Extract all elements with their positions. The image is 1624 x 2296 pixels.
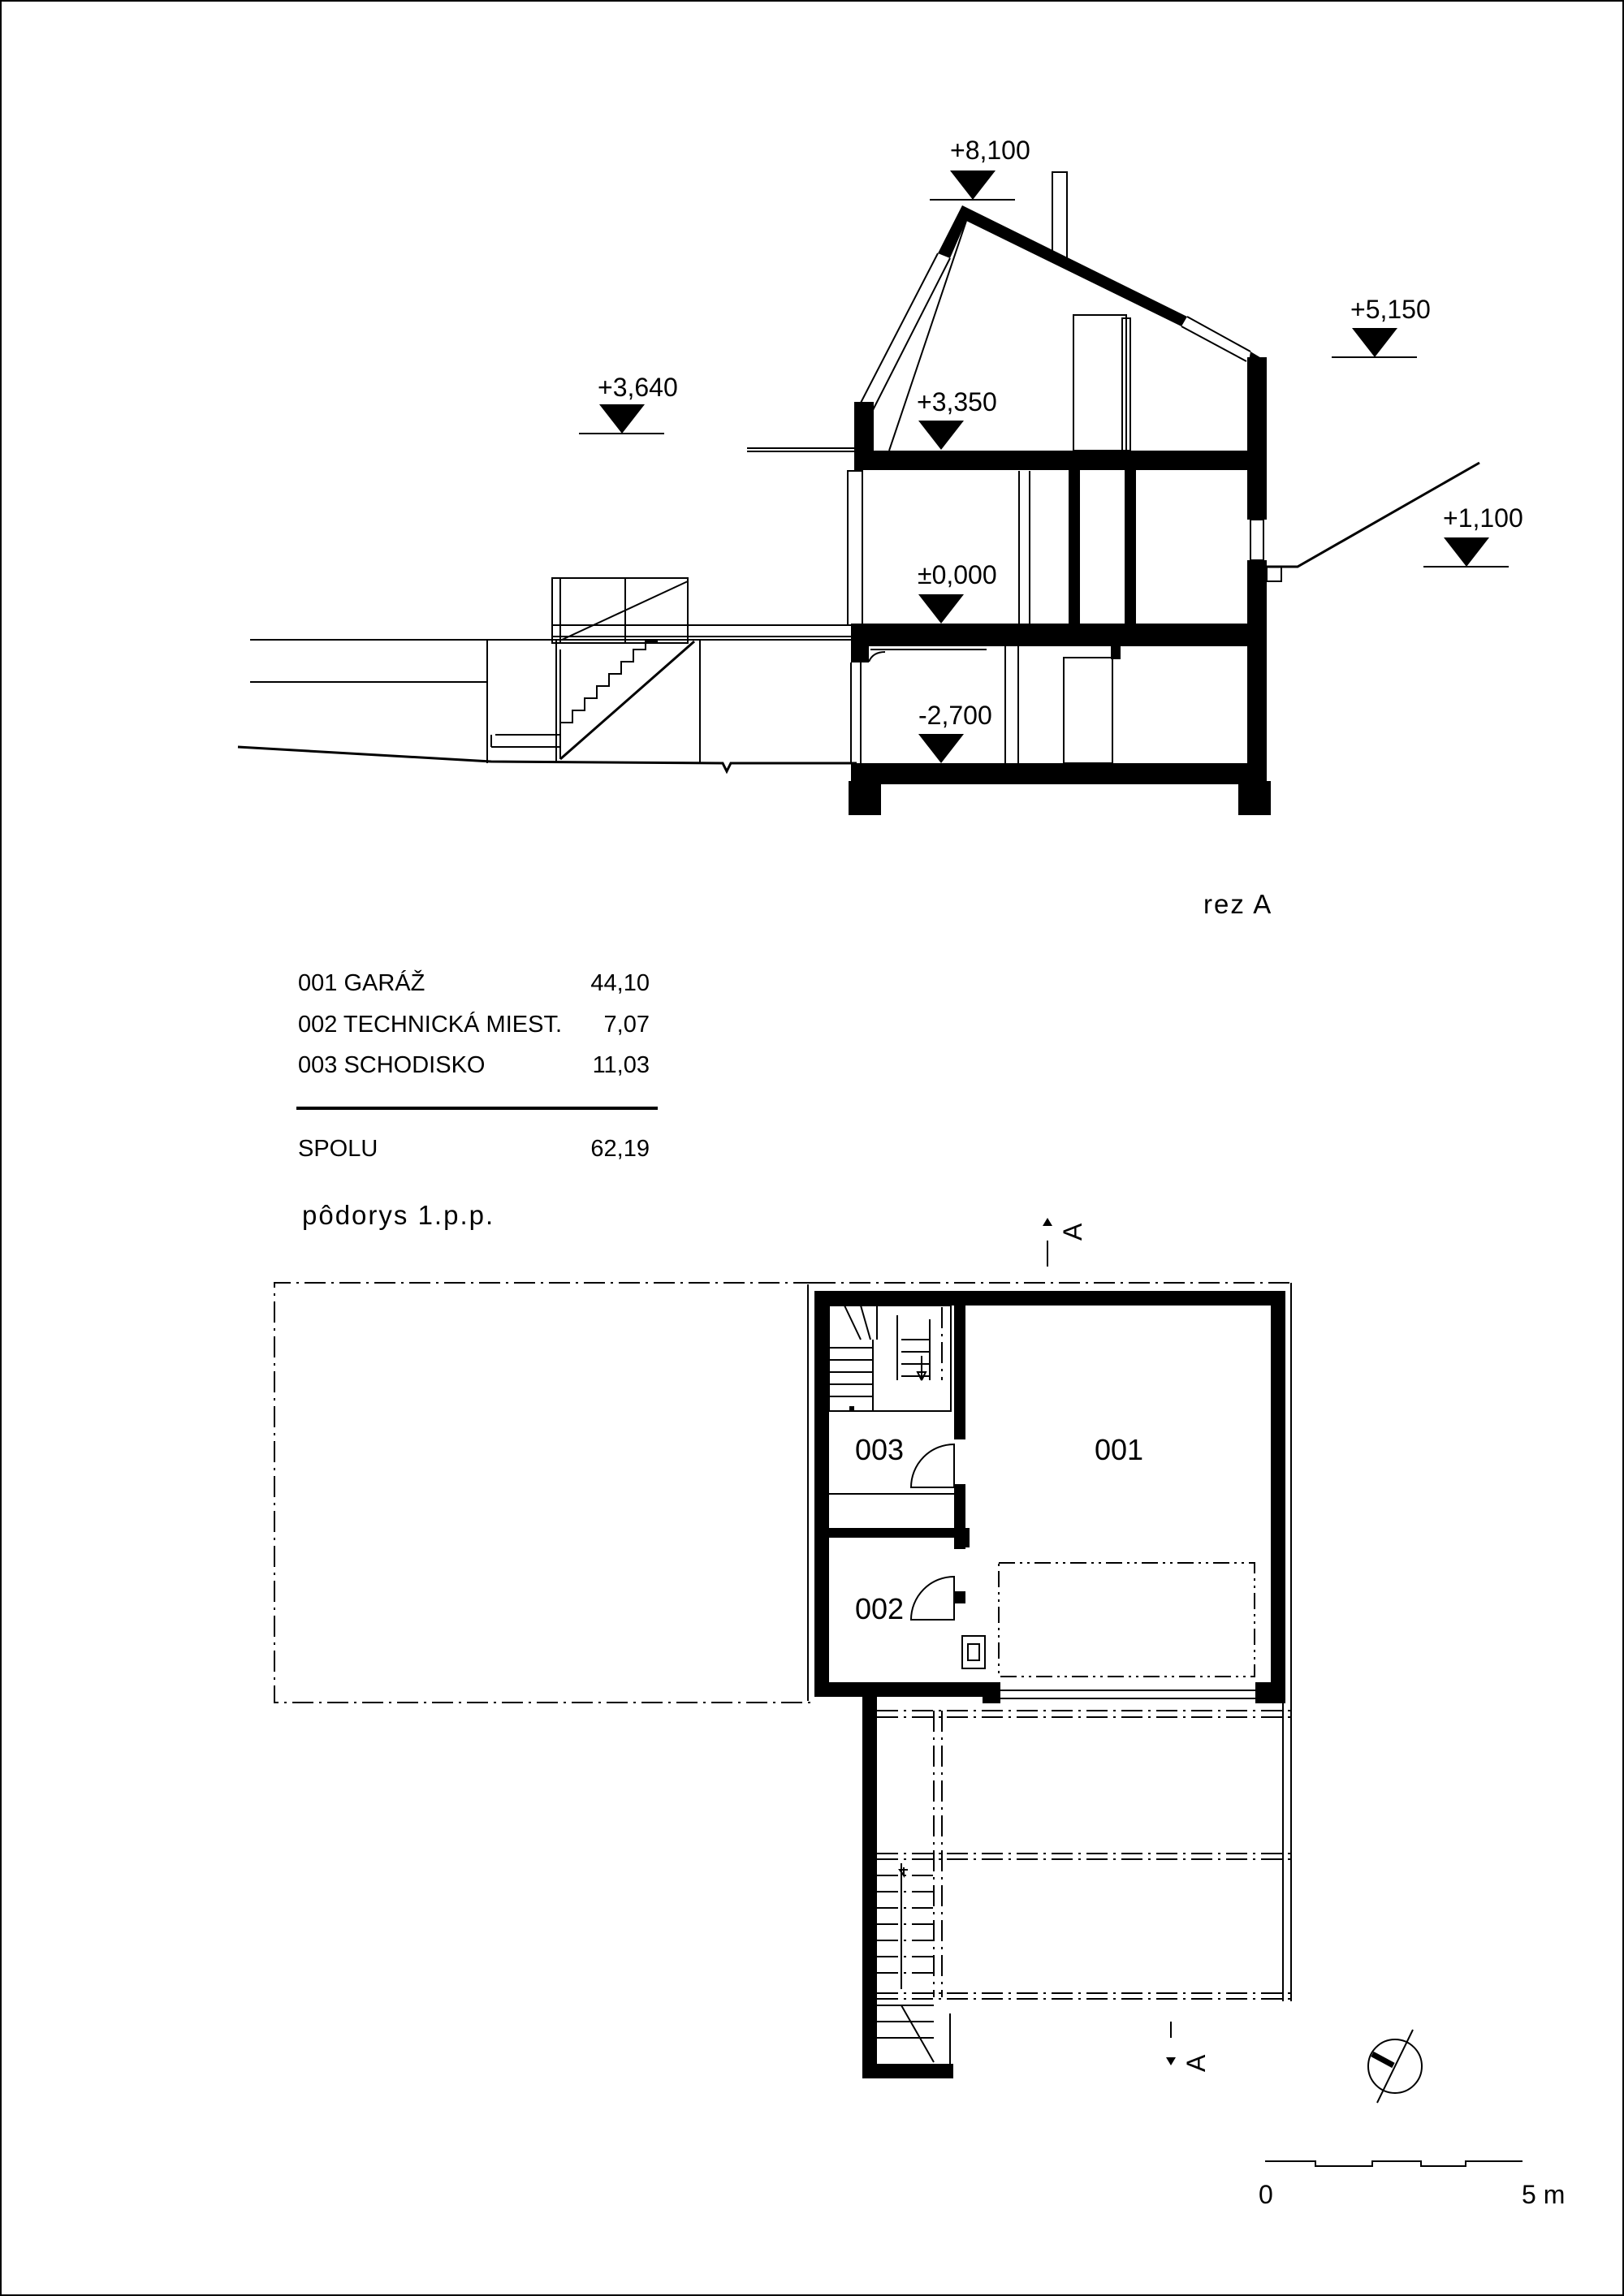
scale-bar-line	[1265, 2161, 1522, 2166]
level-marker-1100	[1423, 503, 1523, 567]
partition-upper	[954, 1306, 965, 1439]
attic-door	[1073, 315, 1126, 451]
interior-wall-2	[1125, 469, 1136, 625]
level-marker-2700	[918, 701, 992, 763]
staircase	[829, 1306, 951, 1411]
parking-outline	[999, 1563, 1255, 1677]
scale-start-label: 0	[1259, 2180, 1273, 2209]
level-marker-3640	[579, 373, 678, 434]
plan-caption: pôdorys 1.p.p.	[302, 1200, 495, 1230]
level-label: +1,100	[1443, 503, 1523, 533]
wall-top	[814, 1291, 1285, 1306]
upper-floor-outline	[274, 1283, 814, 1703]
level-label: +5,150	[1350, 295, 1431, 324]
basement-slab	[851, 763, 1249, 784]
door-003	[911, 1444, 954, 1487]
room-label-003: 003	[855, 1433, 905, 1466]
section-caption: rez A	[1203, 889, 1273, 919]
annex-wall-left	[862, 1697, 877, 2078]
level-label: +3,640	[598, 373, 678, 402]
wall-right	[1271, 1291, 1285, 1697]
table-total-name: SPOLU	[298, 1136, 378, 1162]
wall-bottom-right	[1255, 1682, 1285, 1703]
annex-wall-bottom	[862, 2064, 953, 2078]
level-label: -2,700	[918, 701, 992, 730]
tech-room-fixture-inner	[968, 1644, 979, 1660]
scale-bar	[1259, 2161, 1565, 2209]
table-row-value: 11,03	[592, 1052, 650, 1078]
section-marker-label: A	[1181, 2054, 1211, 2072]
upper-right-wall	[1247, 357, 1267, 520]
partition-joint	[958, 1528, 970, 1547]
ground-line-lower	[238, 747, 857, 771]
terrace-deck	[552, 625, 853, 637]
outdoor-stair-stringer	[560, 641, 694, 759]
table-row-name: 002 TECHNICKÁ MIEST.	[298, 1012, 563, 1038]
section-drawing	[238, 172, 1479, 815]
outdoor-stair-steps	[495, 641, 658, 735]
lower-right-wall	[1247, 560, 1267, 783]
table-row-value: 7,07	[603, 1012, 650, 1038]
right-window	[1250, 520, 1263, 560]
wall-left	[814, 1291, 829, 1697]
terrain-edge	[1267, 567, 1281, 581]
level-marker-0000	[918, 560, 997, 624]
roof-left-skylight	[859, 253, 938, 406]
door-002	[911, 1577, 954, 1620]
roof-right-slope	[938, 205, 1187, 326]
section-marker-bottom	[1166, 2022, 1211, 2072]
section-marker-top	[1043, 1218, 1087, 1267]
table-total-value: 62,19	[590, 1136, 650, 1162]
left-wall-stub	[851, 646, 869, 662]
upper-left-wall	[854, 402, 874, 459]
basement-door	[1064, 658, 1112, 763]
partition-stub	[954, 1591, 965, 1603]
left-glazing-ground	[848, 471, 862, 625]
wall-bottom-pier	[983, 1682, 1000, 1703]
table-row-name: 003 SCHODISKO	[298, 1052, 486, 1078]
level-marker-8100	[930, 136, 1030, 200]
table-row-name: 001 GARÁŽ	[298, 970, 425, 996]
wall-bottom-left	[814, 1682, 1000, 1697]
room-label-001: 001	[1095, 1433, 1144, 1466]
room-label-002: 002	[855, 1592, 905, 1625]
annex-stair	[877, 1863, 950, 2064]
interior-wall	[1069, 469, 1080, 625]
level-label: ±0,000	[918, 560, 997, 589]
chimney	[1052, 172, 1067, 261]
table-row-value: 44,10	[590, 970, 650, 996]
floor-plan	[274, 1218, 1422, 2103]
level-label: +3,350	[917, 387, 997, 416]
area-table	[296, 969, 658, 1162]
tech-room-fixture	[962, 1636, 985, 1668]
level-marker-3350	[917, 387, 997, 450]
footing-right	[1238, 781, 1271, 815]
terrace-railing	[552, 578, 688, 643]
first-floor-slab	[854, 451, 1250, 470]
section-marker-label: A	[1058, 1223, 1087, 1241]
north-arrow-icon	[1368, 2030, 1422, 2103]
level-marker-5150	[1332, 295, 1431, 357]
stair-curve	[869, 652, 885, 662]
partition-horizontal	[829, 1528, 965, 1538]
level-label: +8,100	[950, 136, 1030, 165]
footing-left	[849, 781, 881, 815]
ground-floor-slab	[851, 624, 1250, 646]
scale-end-label: 5 m	[1522, 2180, 1566, 2209]
